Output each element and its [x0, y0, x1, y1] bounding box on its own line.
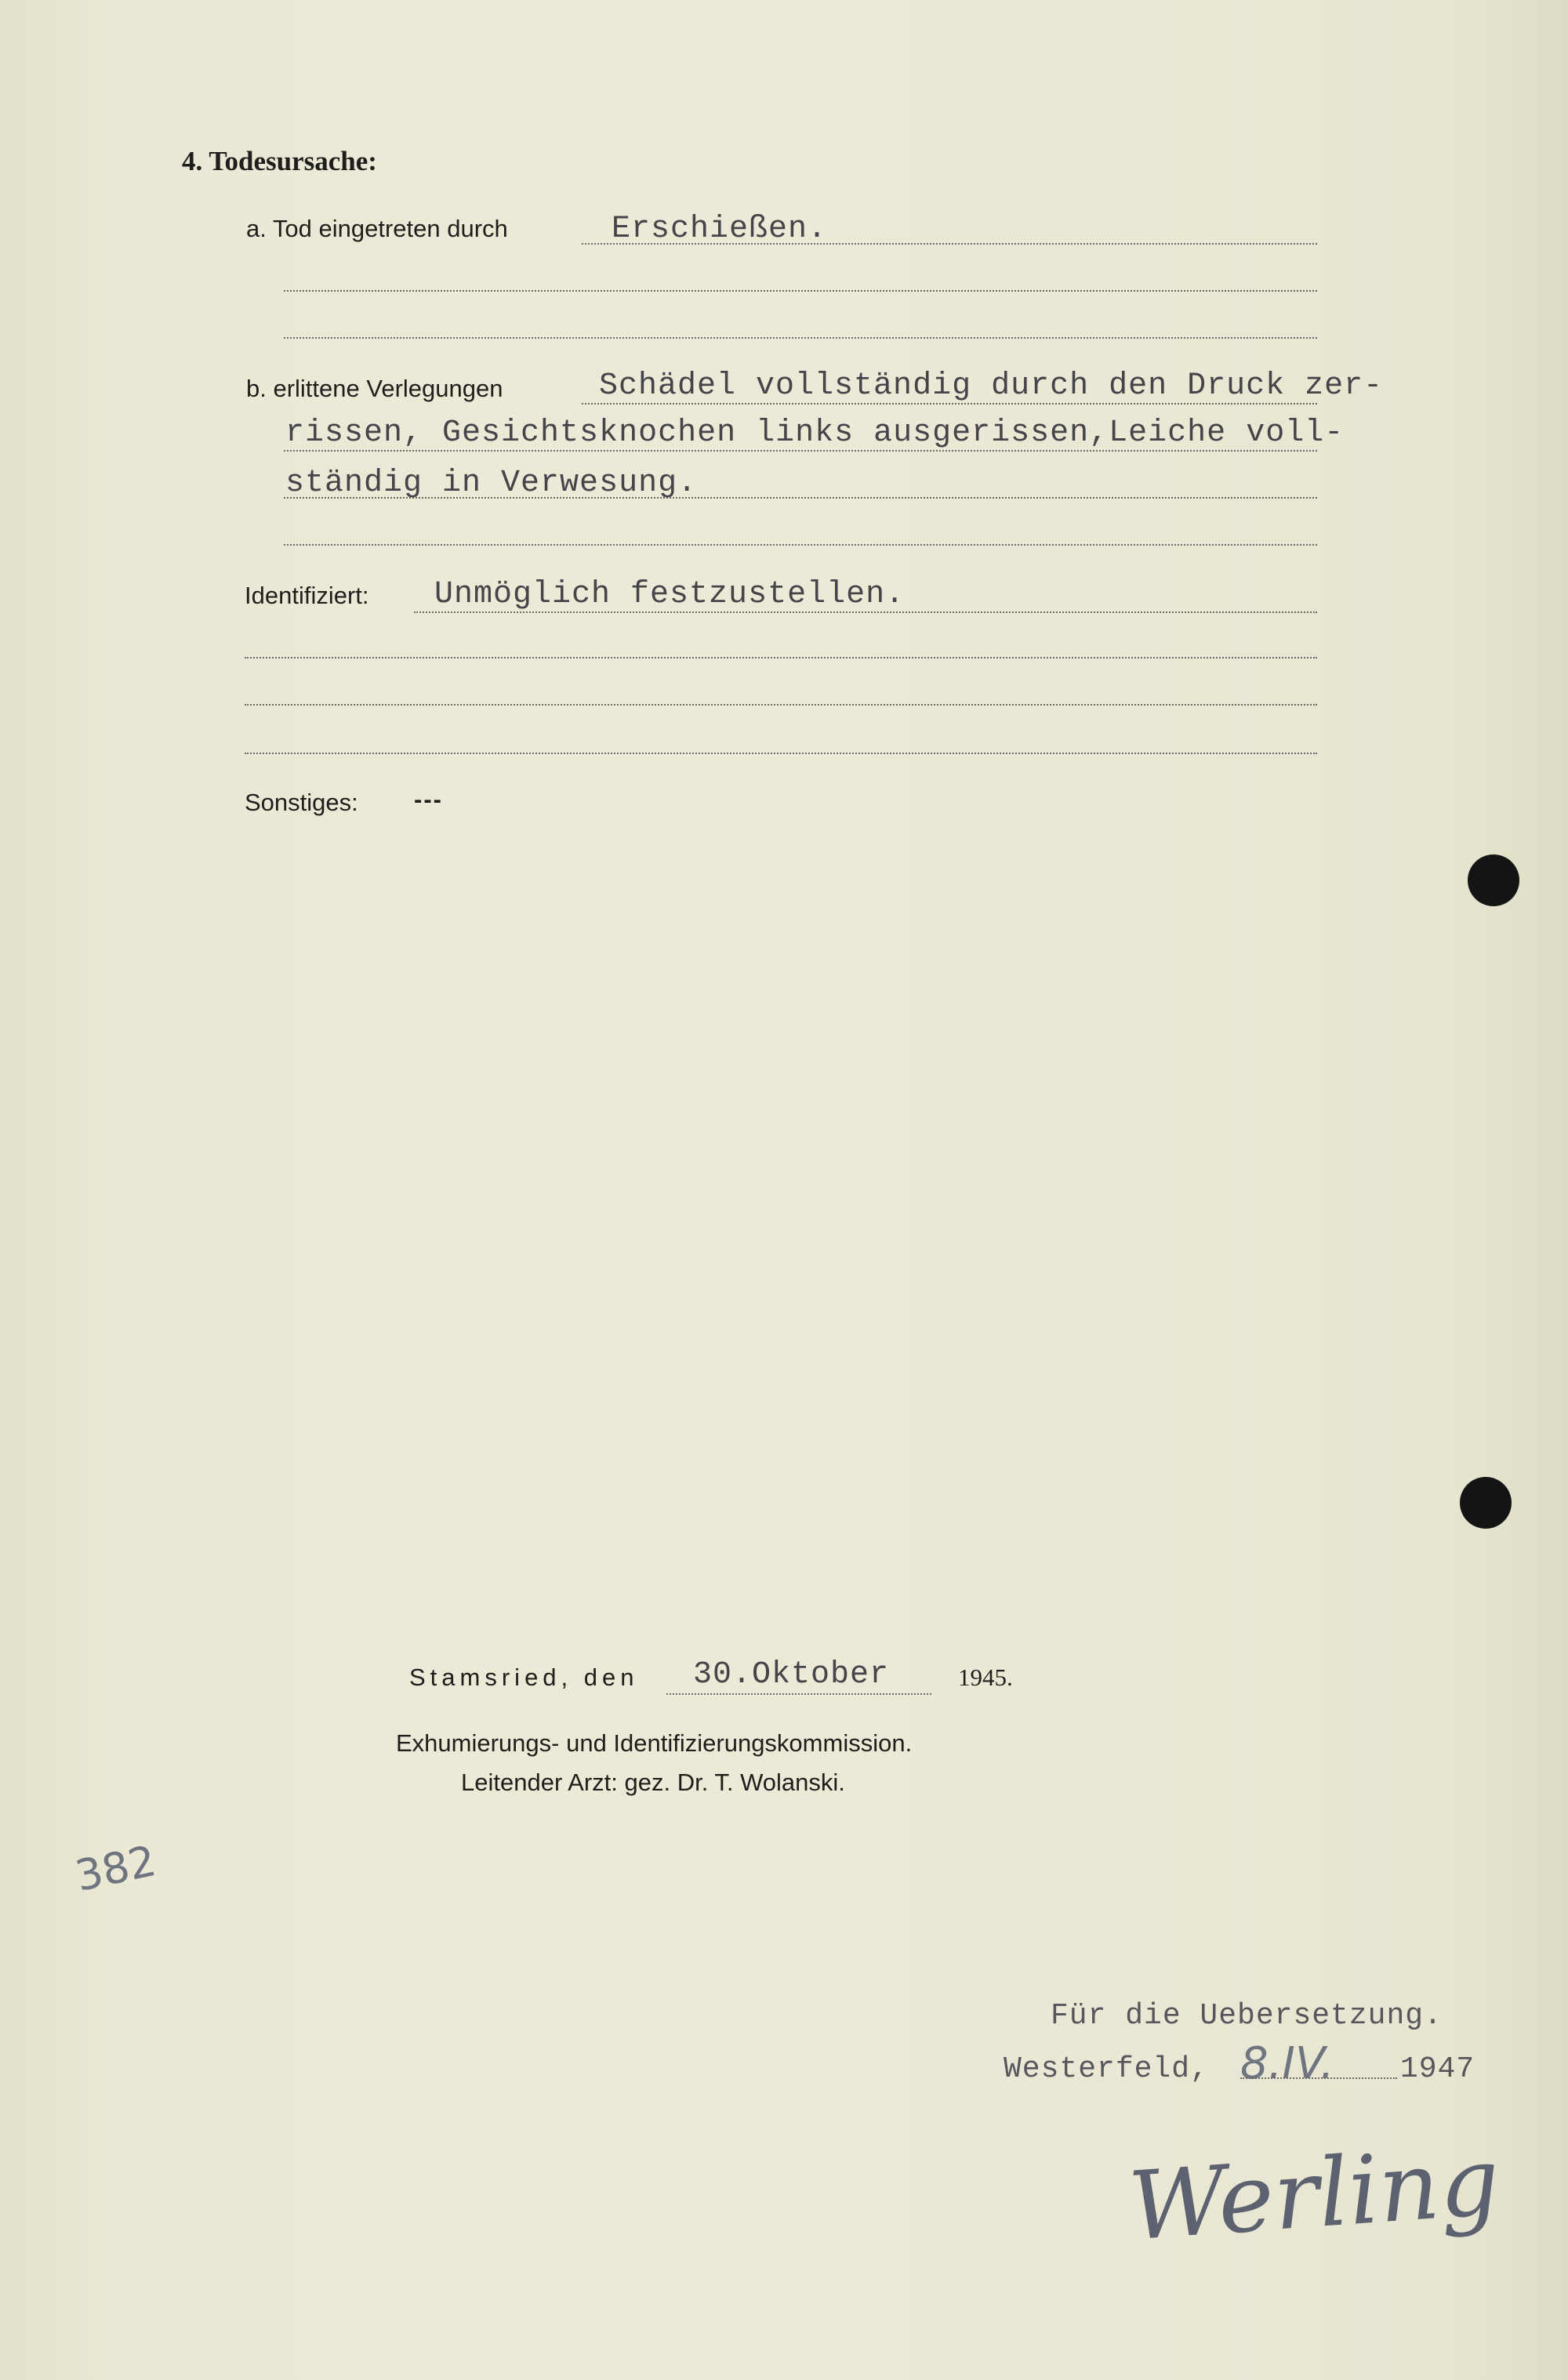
injuries-label: b. erlittene Verlegungen [246, 375, 503, 402]
translation-date-dotted-line [1240, 2077, 1397, 2079]
identified-label: Identifiziert: [245, 582, 369, 609]
year-label: 1945. [958, 1663, 1013, 1691]
other-label: Sonstiges: [245, 789, 358, 816]
doctor-line: Leitender Arzt: gez. Dr. T. Wolanski. [461, 1769, 845, 1796]
translation-year: 1947 [1400, 2052, 1475, 2086]
identified-value: Unmöglich festzustellen. [434, 577, 906, 612]
cause-label: a. Tod eingetreten durch [246, 215, 508, 242]
commission-name: Exhumierungs- und Identifizierungskommission. [396, 1729, 913, 1757]
signature: Werling [1125, 2127, 1504, 2262]
cause-value: Erschießen. [612, 212, 828, 247]
injuries-dotted-line-4 [284, 544, 1317, 546]
section-heading: 4. Todesursache: [182, 146, 377, 176]
identified-dotted-line-2 [245, 657, 1317, 658]
cause-dotted-line-3 [284, 337, 1317, 339]
punch-hole-upper [1468, 854, 1519, 906]
injuries-line-3: ständig in Verwesung. [285, 466, 698, 501]
punch-hole-lower [1460, 1477, 1512, 1529]
margin-note: 382 [71, 1835, 161, 1902]
date-value: 30.Oktober [693, 1657, 890, 1692]
translation-line-1: Für die Uebersetzung. [1051, 1999, 1443, 2033]
injuries-line-2: rissen, Gesichtsknochen links ausgerissen,Leiche voll- [285, 415, 1345, 451]
identified-dotted-line-3 [245, 704, 1317, 706]
translation-place: Westerfeld, [1004, 2052, 1209, 2086]
identified-dotted-line-4 [245, 753, 1317, 754]
place-label: Stamsried, den [409, 1663, 639, 1691]
injuries-line-1: Schädel vollständig durch den Druck zer- [599, 368, 1384, 404]
translation-date: 8.IV. [1240, 2038, 1334, 2089]
other-value: --- [414, 785, 443, 813]
date-dotted-line [666, 1693, 931, 1695]
cause-dotted-line-2 [284, 290, 1317, 292]
